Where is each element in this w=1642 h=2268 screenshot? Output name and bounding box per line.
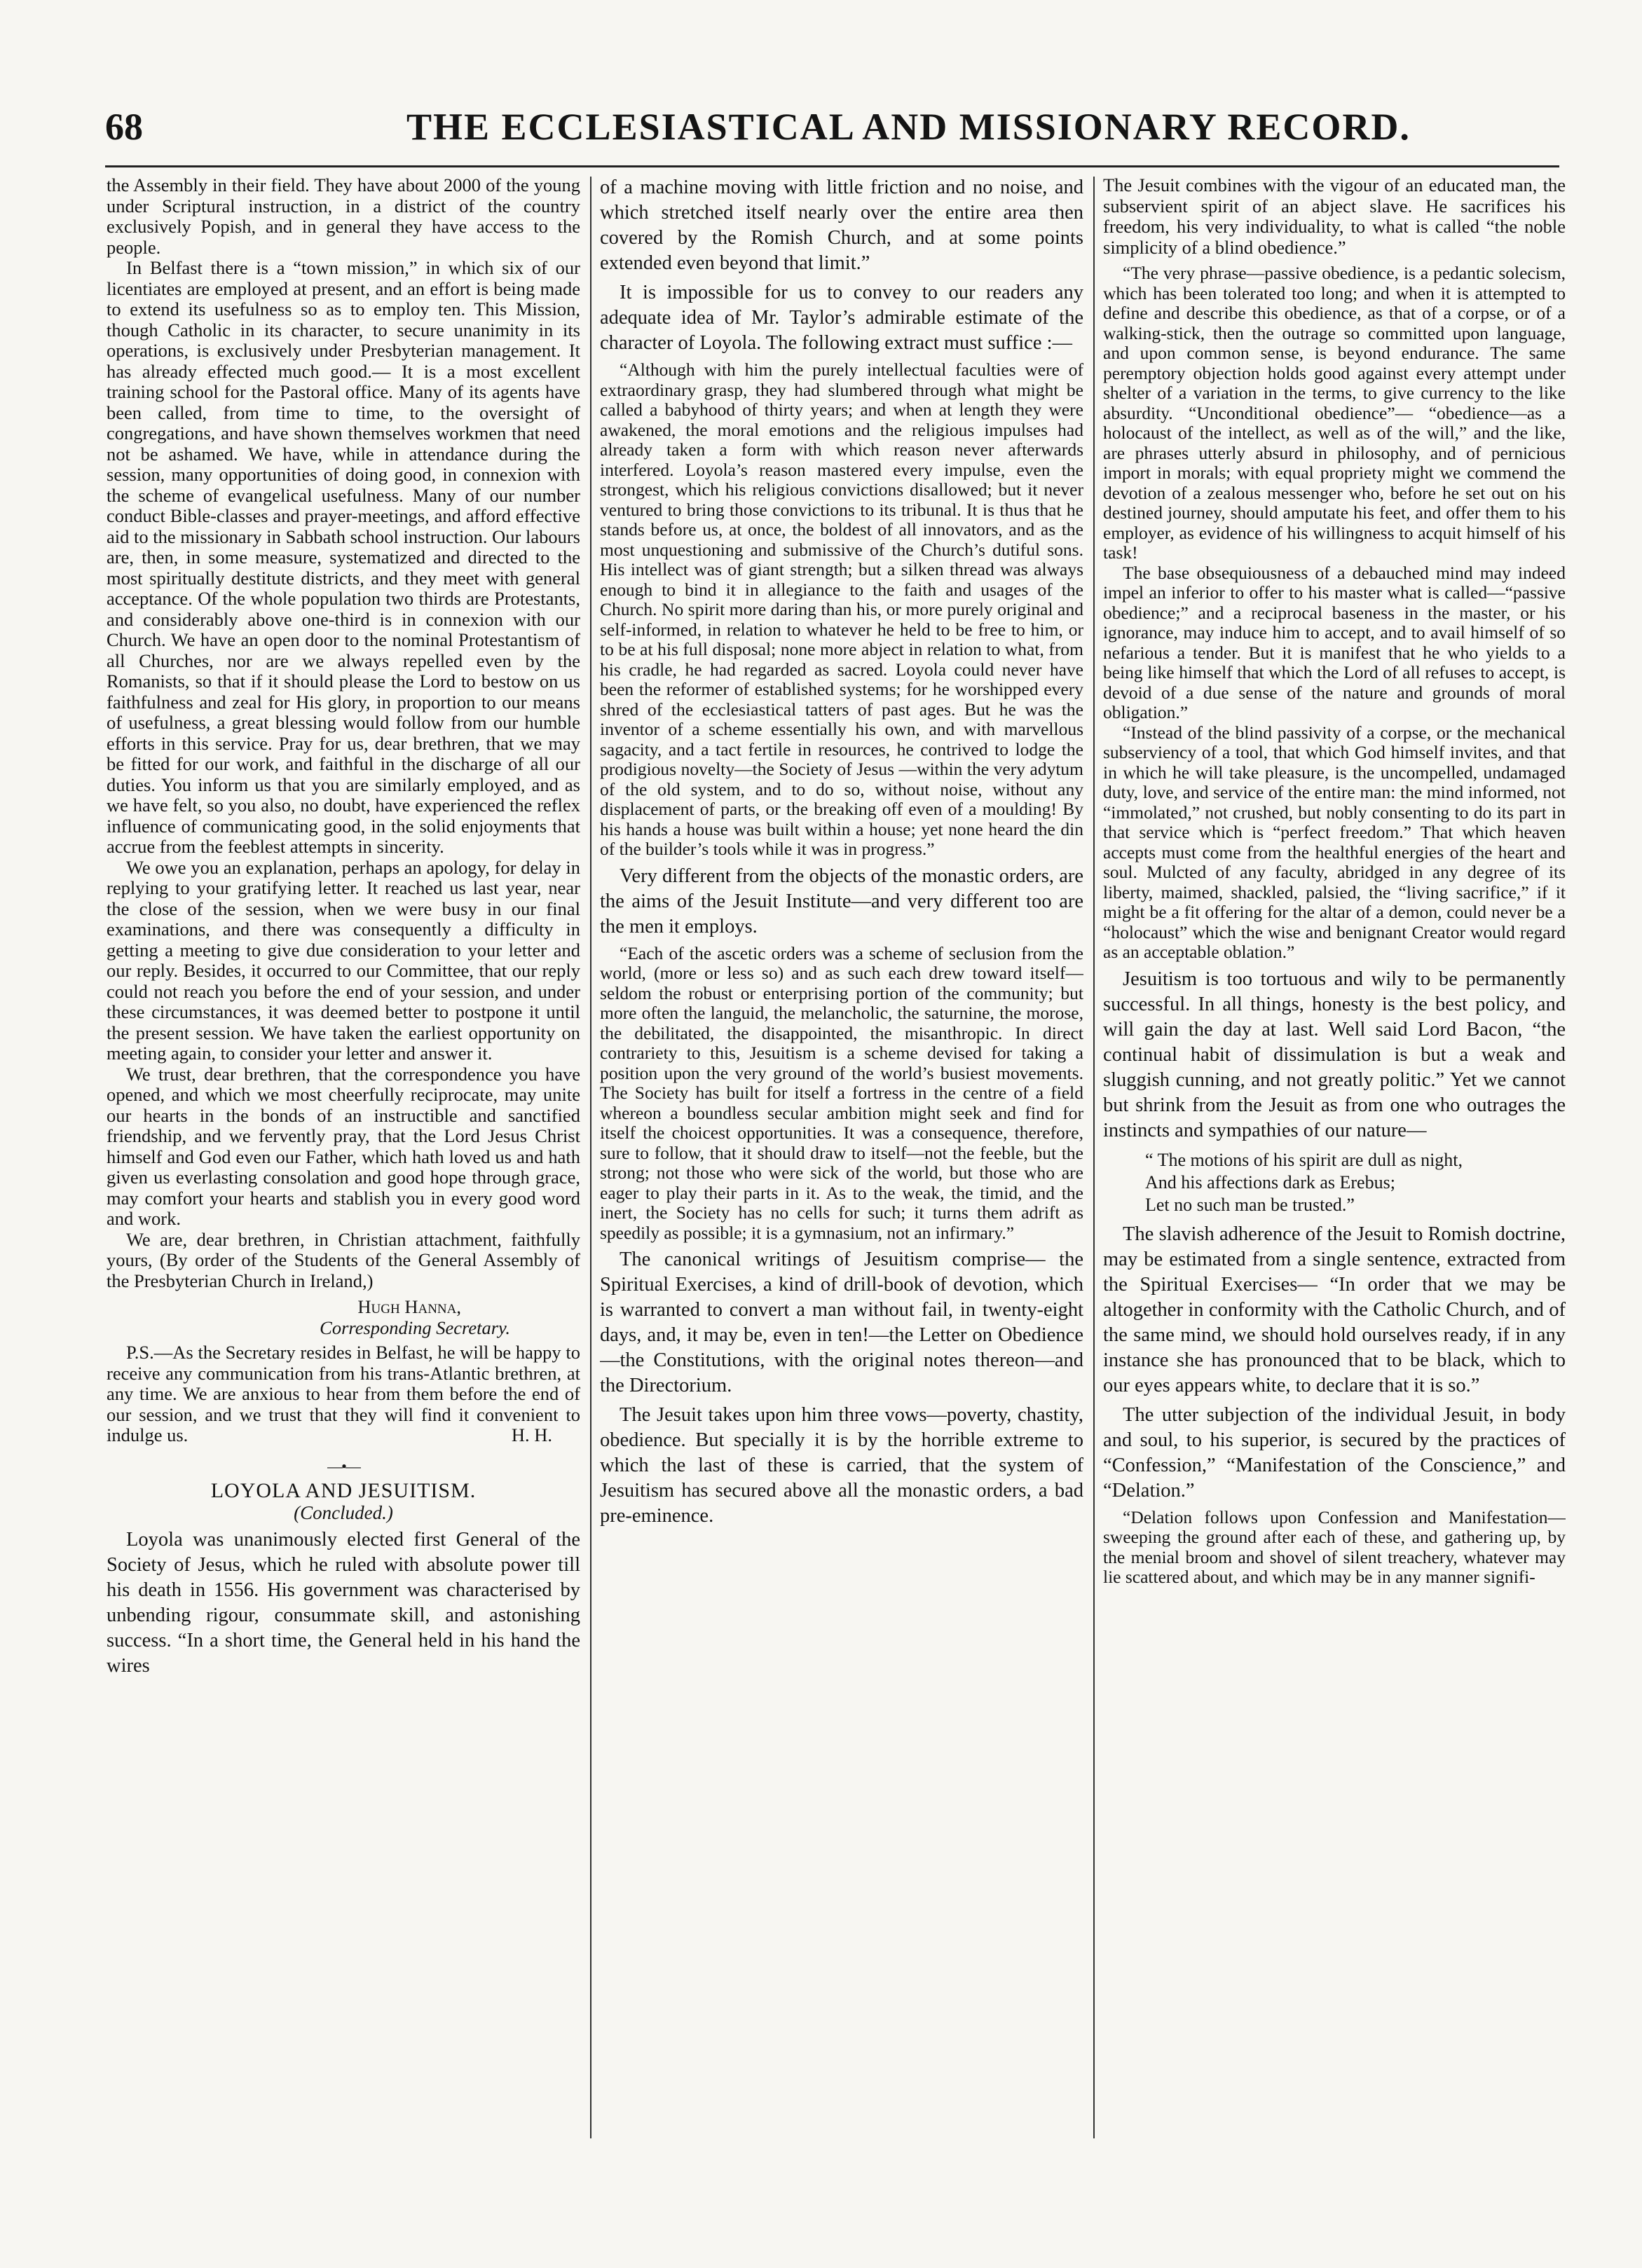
- paragraph: The canonical writings of Jesuitism comprise— the Spiritual Exercises, a kind of drill-book of devotion, which is warranted to convert a man without fail, in twenty-eight days, and, it may be, even in ten!—the Letter on Obedience—the Constitutions, with the original notes thereon—and the Directorium.: [600, 1249, 1083, 1396]
- poem-line: Let no such man be trusted.”: [1145, 1194, 1355, 1215]
- postscript-initials: H. H.: [511, 1424, 552, 1445]
- paragraph: In Belfast there is a “town mission,” in which six of our licentiates are employed at present, and an effort is being made to extend its usefulness so as to employ ten. This Mission, though Catholic in its character, to secure unanimity in its operations, is exclusively under Presbyterian management. It has already effected much good.— It is a most excellent training school for the Pastoral office. Many of its agents have been called, from time to time, to the oversight of congregations, and have shown themselves workmen that need not be ashamed. We have, while in attendance during the session, many opportunities of doing good, in connexion with the scheme of evangelical usefulness. Many of our number conduct Bible-classes and prayer-meetings, and afford effective aid to the missionary in Sabbath school instruction. Our labours are, then, in some measure, systematized and directed to the most spiritually destitute districts, and they meet with general acceptance. Of the whole population two thirds are Protestants, and considerably above one-third is in connexion with our Church. We have an open door to the nominal Protestantism of all Churches, nor are we always repelled even by the Romanists, so that if it should please the Lord to bestow on us faithfulness and zeal for His glory, in proportion to our means of usefulness, a great blessing would follow from our humble efforts in this service. Pray for us, dear brethren, that we may be fitted for our work, and faithful in the discharge of all our duties. You inform us that you are similarly employed, and as we have felt, so you also, no doubt, have experienced the reflex influence of communicating good, in the solid enjoyments that accrue from the feeblest attempts in sincerity.: [107, 257, 580, 857]
- section-divider: —•—: [327, 1457, 360, 1475]
- signature-role: Corresponding Secretary.: [320, 1317, 510, 1338]
- paragraph: We trust, dear brethren, that the correspondence you have opened, and which we most cheerfully reciprocate, may unite our hearts in the bonds of an instructible and sanctified friendship, and we fervently pray, that the Lord Jesus Christ himself and God even our Father, which hath loved us and hath given us everlasting consolation and good hope through grace, may comfort your hearts and stablish you in every good word and work.: [107, 1063, 580, 1229]
- paragraph: Loyola was unanimously elected first General of the Society of Jesus, which he ruled with absolute power till his death in 1556. His government was characterised by unbending rigour, consummate skill, and astonishing success. “In a short time, the General held in his hand the wires: [107, 1529, 580, 1677]
- paragraph: The slavish adherence of the Jesuit to Romish doctrine, may be estimated from a single sentence, extracted from the Spiritual Exercises— “In order that we may be altogether in conformity with the Catholic Church, and of the same mind, we should hold ourselves ready, if in any instance she has pronounced that to be black, which to our eyes appears white, to declare that it is so.”: [1103, 1223, 1566, 1396]
- poem-line: And his affections dark as Erebus;: [1145, 1171, 1395, 1193]
- section-title: LOYOLA AND JESUITISM.: [210, 1479, 477, 1502]
- quotation: The base obsequiousness of a debauched mind may indeed impel an inferior to offer to his master what is called—“passive obedience;” and a reciprocal baseness in the master, or his ignorance, may induce him to accept, and to avail himself of so nefarious a tender. But it is manifest that he who yields to a being like himself that which the Lord of all refuses to accept, is devoid of a due sense of the nature and grounds of moral obligation.”: [1103, 562, 1566, 722]
- paragraph: the Assembly in their field. They have about 2000 of the young under Scriptural instruction, in a district of the country exclusively Popish, and in general they have access to the people.: [107, 175, 580, 258]
- column-2: [600, 175, 1083, 2123]
- running-title: THE ECCLESIASTICAL AND MISSIONARY RECORD.: [406, 106, 1411, 148]
- postscript: [107, 1342, 580, 1446]
- quotation: “The very phrase—passive obedience, is a pedantic solecism, which has been tolerated too long; and when it is attempted to define and describe this obedience, as that of a corpse, or of a walking-stick, then the outrage so committed upon language, and upon common sense, is beyond endurance. The same peremptory objection holds good against every attempt under shelter of a variation in the terms, to give currency to the like absurdity. “Unconditional obedience”— “obedience—as a holocaust of the intellect, as well as of the will,” and the like, are phrases utterly absurd in philosophy, and of pernicious import in morals; with equal propriety might we commend the devotion of a zealous messenger who, before he set out on his destined journey, should amputate his feet, and offer them to his employer, as evidence of his willingness to acquit himself of his task!: [1103, 263, 1566, 563]
- paragraph: The Jesuit combines with the vigour of an educated man, the subservient spirit of an abject slave. He sacrifices his freedom, his very individuality, to what is called “the noble simplicity of a blind obedience.”: [1103, 175, 1566, 258]
- paragraph: Jesuitism is too tortuous and wily to be permanently successful. In all things, honesty is the best policy, and will gain the day at last. Well said Lord Bacon, “the continual habit of dissimulation is but a weak and sluggish cunning, and not greatly politic.” Yet we cannot but shrink from the Jesuit as from one who outrages the instincts and sympathies of our nature—: [1103, 968, 1566, 1141]
- paragraph: We owe you an explanation, perhaps an apology, for delay in replying to your gratifying letter. It reached us last year, near the close of the session, when we were busy in our final examinations, and there was consequently a difficulty in getting a meeting to give due consideration to your letter and our reply. Besides, it occurred to our Committee, that our reply could not reach you before the end of your session, and under these circumstances, it was deemed better to postpone it until the present session. We have taken the earliest opportunity on meeting again, to consider your letter and answer it.: [107, 856, 580, 1064]
- column-1: [107, 175, 580, 2123]
- column-divider: [590, 177, 591, 2138]
- quotation: “Instead of the blind passivity of a corpse, or the mechanical subserviency of a tool, that which God himself invites, and that in which he will take pleasure, is the uncompelled, undamaged duty, love, and service of the entire man: the mind informed, not “immolated,” not crushed, but nobly consenting to do its part in that service which is “perfect freedom.” That which heaven accepts must come from the healthful energies of the heart and soul. Mulcted of any faculty, abridged in any degree of its liberty, maimed, shackled, palsied, the “living sacrifice,” if it might be a fit offering for the altar of a demon, could never be a “holocaust” which the wise and benignant Creator would regard as an acceptable oblation.”: [1103, 722, 1566, 962]
- page-number: 68: [105, 106, 143, 148]
- paragraph: Very different from the objects of the monastic orders, are the aims of the Jesuit Institute—and very different too are the men it employs.: [600, 865, 1083, 937]
- signature-name: Hugh Hanna,: [357, 1296, 461, 1317]
- header-rule: [105, 165, 1559, 167]
- column-3: [1103, 175, 1566, 2123]
- poem: [1145, 1149, 1566, 1216]
- paragraph: The Jesuit takes upon him three vows—poverty, chastity, obedience. But specially it is by the horrible extreme to which the last of these is carried, that the system of Jesuitism has secured above all the monastic orders, a bad pre-eminence.: [600, 1404, 1083, 1527]
- postscript-text: P.S.—As the Secretary resides in Belfast, he will be happy to receive any communication from his trans-Atlantic brethren, at any time. We are anxious to hear from them before the end of our session, and we trust that they will find it convenient to indulge us.: [107, 1342, 580, 1445]
- column-divider: [1093, 177, 1095, 2138]
- paragraph: We are, dear brethren, in Christian attachment, faithfully yours, (By order of the Students of the General Assembly of the Presbyterian Church in Ireland,): [107, 1228, 580, 1291]
- paragraph: It is impossible for us to convey to our readers any adequate idea of Mr. Taylor’s admirable estimate of the character of Loyola. The following extract must suffice :—: [600, 282, 1083, 354]
- section-subtitle: (Concluded.): [294, 1501, 393, 1523]
- paragraph: The utter subjection of the individual Jesuit, in body and soul, to his superior, is secured by the practices of “Confession,” “Manifestation of the Conscience,” and “Delation.”: [1103, 1403, 1566, 1501]
- poem-line: “ The motions of his spirit are dull as night,: [1145, 1149, 1463, 1170]
- quotation: “Although with him the purely intellectual faculties were of extraordinary grasp, they had slumbered through what might be called a babyhood of thirty years; and when at length they were awakened, the moral emotions and the religious impulses had already taken a form with which reason never afterwards interfered. Loyola’s reason mastered every impulse, even the strongest, which his religious convictions disallowed; but it never ventured to bring those convictions to its tribunal. It is thus that he stands before us, at once, the boldest of all innovators, and as the most unquestioning and submissive of the Church’s dutiful sons. His intellect was of giant strength; but a silken thread was always enough to bind it in allegiance to the faith and usages of the Church. No spirit more daring than his, or more purely original and self-informed, in relation to whatever he held to be free to him, or to be at his full disposal; none more abject in relation to what, from his cradle, he had regarded as sacred. Loyola could never have been the reformer of established systems; for he worshipped every shred of the ecclesiastical tatters of past ages. But he was the inventor of a scheme essentially his own, and with marvellous sagacity, and a tact fertile in resources, he contrived to lodge the prodigious novelty—the Society of Jesus —within the very adytum of the old system, and to do so, without noise, without any displacement of parts, or the breaking off even of a moulding! By his hands a house was built within a house; yet none heard the din of the builder’s tools while it was in progress.”: [600, 359, 1083, 859]
- paragraph: of a machine moving with little friction and no noise, and which stretched itself nearly over the entire area then covered by the Romish Church, and at some points extended even beyond that limit.”: [600, 177, 1083, 274]
- quotation: “Each of the ascetic orders was a scheme of seclusion from the world, (more or less so) and as such each drew toward itself—seldom the robust or enterprising portion of the community; but more often the languid, the melancholic, the saturnine, the morose, the debilitated, the disappointed, the misanthropic. In direct contrariety to this, Jesuitism is a scheme devised for taking a position upon the very ground of the world’s busiest movements. The Society has built for itself a fortress in the centre of a field whereon a boundless secular ambition might seek and find for itself the choicest opportunities. It was a consequence, therefore, sure to follow, that it should draw to itself—not the feeble, but the strong; not those who were sick of the world, but those who are eager to play their parts in it. As to the weak, the timid, and the inert, the Society has no cells for such; it turns them adrift as speedily as possible; it is a gymnasium, not an infirmary.”: [600, 942, 1083, 1243]
- quotation: “Delation follows upon Confession and Manifestation—sweeping the ground after each of these, and gathering up, by the menial broom and shovel of silent treachery, whatever may lie scattered about, and which may be in any manner signifi-: [1103, 1506, 1566, 1587]
